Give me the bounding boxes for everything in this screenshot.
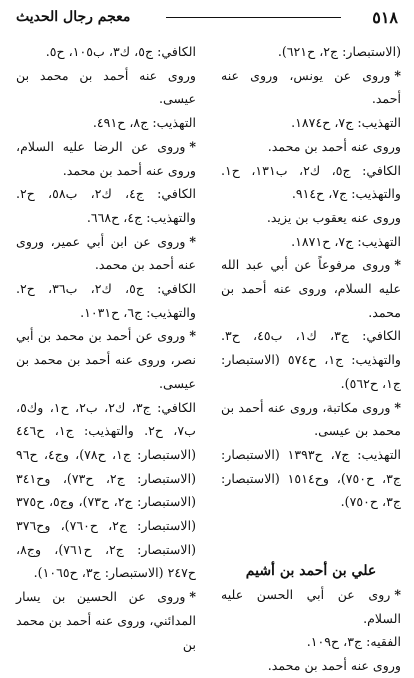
entry-text: وروى عن أحمد بن محمد بن أبي نصر، وروى عنه أحمد بن محمد بن عيسى.: [16, 328, 196, 391]
asterisk-marker: *: [394, 67, 401, 83]
entry-text: وروى مكاتبة، وروى عنه أحمد بن محمد بن عيسى.: [221, 399, 401, 439]
entry-text: وروى عن يونس، وروى عنه أحمد.: [221, 67, 401, 107]
entry-text: الكافي: ج٣، ك٢، ب٢، ح١، وك٥، ب٧، ح٢. والتهذيب: ج١، ح٤٤٦ (الاستبصار: ج١، ح٧٨)، وج٤، ح٩٦ (الاستبصار: ج٢، ح٧٣)، وح٣٤١ (الاستبصار: ج٢، ح٧٣)، وج٥، ح٣٧٥ (الاستبصار: ج٢، ح٧٦٠)، وح٣٧٦ (الاستبصار: ج٢، ح٧٦١)، وج٨، ح٢٤٧ (الاستبصار: ج٣، ح١٠٦٥).: [16, 399, 196, 581]
entry-paragraph: [221, 396, 401, 443]
page-header: [16, 6, 398, 30]
entry-paragraph: [221, 654, 401, 678]
entry-text: الكافي: ج٤، ك٢، ب٥٨، ح٢. والتهذيب: ج٤، ح٦٦٨.: [16, 186, 196, 225]
asterisk-marker: *: [189, 589, 196, 605]
entry-text: وروى عن الرضا عليه السلام، وروى عنه أحمد بن محمد.: [16, 138, 196, 178]
entry-paragraph: [221, 443, 401, 514]
entry-paragraph: [221, 40, 401, 64]
entry-paragraph: [16, 40, 196, 64]
entry-paragraph: [16, 182, 196, 229]
entry-paragraph: [16, 64, 196, 111]
entry-text: روى عن أبي الحسن عليه السلام.: [221, 587, 401, 626]
asterisk-marker: *: [189, 138, 196, 154]
book-title: معجم رجال الحديث: [16, 9, 131, 25]
entry-paragraph: [221, 159, 401, 206]
entry-text: الكافي: ج٣، ك١، ب٤٥، ح٣. والتهذيب: ج١، ح٥٧٤ (الاستبصار: ج١، ح٥٦٢).: [221, 328, 401, 391]
entry-paragraph: [16, 396, 196, 586]
entry-paragraph: [221, 206, 401, 230]
page-number: ٥١٨: [372, 8, 398, 27]
entry-text: (الاستبصار: ج٢، ح٦٢١).: [277, 44, 401, 59]
entry-paragraph: [221, 111, 401, 135]
entry-text: وروى عنه يعقوب بن يزيد.: [266, 209, 401, 225]
right-column: [221, 40, 401, 678]
entry-paragraph: [221, 64, 401, 111]
asterisk-marker: *: [394, 587, 401, 603]
entry-text: وروى عن ابن أبي عمير، وروى عنه أحمد بن محمد.: [16, 233, 196, 273]
entry-paragraph: [221, 230, 401, 254]
entry-text: الكافي: ج٥، ك٣، ب١٠٥، ح٥.: [45, 44, 196, 59]
entry-paragraph: [16, 135, 196, 182]
entry-text: الفقيه: ج٣، ح١٠٩.: [306, 634, 401, 650]
asterisk-marker: *: [189, 328, 196, 344]
entry-text: وروى عن الحسين بن يسار المدائني، وروى عنه أحمد بن محمد بن: [16, 589, 196, 652]
entry-paragraph: [221, 135, 401, 159]
entry-paragraph: [16, 230, 196, 277]
entry-paragraph: [221, 253, 401, 324]
narrator-name-heading: علي بن أحمد بن أشيم: [245, 563, 377, 580]
entry-paragraph: [16, 111, 196, 135]
entry-text: وروى عنه أحمد بن محمد.: [267, 138, 401, 154]
entry-paragraph: [221, 324, 401, 395]
entry-paragraph: [16, 277, 196, 324]
entry-paragraph: [221, 630, 401, 654]
entry-text: وروى عنه أحمد بن محمد.: [267, 658, 401, 674]
asterisk-marker: *: [189, 233, 196, 249]
asterisk-marker: *: [394, 257, 401, 273]
entry-paragraph: [16, 585, 196, 656]
entry-text: وروى عنه أحمد بن محمد بن عيسى.: [16, 67, 196, 107]
entry-text: التهذيب: ج٧، ح١٨٧١.: [291, 233, 401, 249]
entry-text: التهذيب: ج٧، ح١٣٩٣ (الاستبصار: ج٣، ح٧٥٠)، وح١٥١٤ (الاستبصار: ج٣، ح٧٥٠).: [221, 446, 401, 510]
entry-text: وروى مرفوعاً عن أبي عبد الله عليه السلام، وروى عنه أحمد بن محمد.: [221, 257, 401, 320]
entry-text: الكافي: ج٥، ك٢، ب٣٦، ح٢. والتهذيب: ج٦، ح١٠٣١.: [16, 281, 196, 320]
entry-text: التهذيب: ج٧، ح١٨٧٤.: [291, 115, 401, 131]
entry-paragraph: [221, 583, 401, 630]
left-column: [16, 40, 196, 656]
entry-paragraph: [16, 324, 196, 395]
entry-text: التهذيب: ج٨، ح٤٩١.: [92, 115, 196, 131]
asterisk-marker: *: [394, 399, 401, 415]
header-rule: [166, 17, 341, 18]
entry-text: الكافي: ج٥، ك٢، ب١٣١، ح١. والتهذيب: ج٧، ح٩١٤.: [221, 162, 401, 202]
